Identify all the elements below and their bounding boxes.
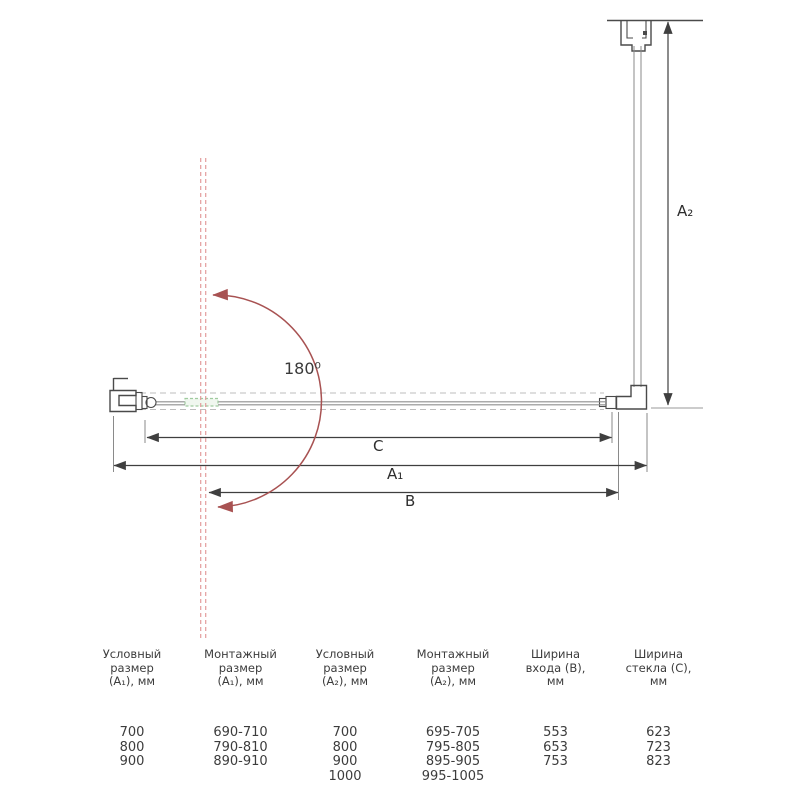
table-cell: 800 xyxy=(332,739,358,755)
table-cell: 895-905 xyxy=(425,754,481,769)
table-column-a2-nominal xyxy=(285,648,405,784)
column-values xyxy=(596,726,721,770)
table-cell: 1000 xyxy=(328,768,362,784)
table-cell: 890-910 xyxy=(213,754,268,769)
header-line: (A₂), мм xyxy=(321,674,369,688)
header-line: стекла (C), xyxy=(625,660,692,675)
column-header xyxy=(72,648,192,692)
table-cell: 653 xyxy=(543,739,568,755)
header-line: Ширина xyxy=(633,647,684,661)
table-cell: 623 xyxy=(646,725,671,740)
table-cell: 723 xyxy=(646,739,671,755)
table-cell: 823 xyxy=(646,754,671,769)
dim-a1-label: A₁ xyxy=(387,465,404,483)
table-cell: 553 xyxy=(543,725,568,740)
column-values xyxy=(285,726,405,784)
header-line: Ширина xyxy=(530,647,581,661)
column-values xyxy=(72,726,192,770)
header-line: Условный xyxy=(102,647,162,661)
header-line: (A₁), мм xyxy=(108,674,156,688)
header-line: размер xyxy=(431,660,475,675)
table-cell: 753 xyxy=(543,754,568,769)
table-cell: 790-810 xyxy=(213,739,268,755)
column-header xyxy=(596,648,721,692)
table-cell: 700 xyxy=(119,725,145,740)
header-line: Условный xyxy=(315,647,375,661)
header-line: размер xyxy=(218,660,263,675)
header-line: размер xyxy=(323,660,367,675)
header-line: (A₂), мм xyxy=(429,674,477,688)
header-line: Монтажный xyxy=(204,647,277,661)
dim-a2-label: A₂ xyxy=(677,202,694,220)
column-header xyxy=(285,648,405,692)
table-column-a1-nominal xyxy=(72,648,192,770)
dim-b-label: B xyxy=(405,492,416,510)
header-line: Монтажный xyxy=(416,647,490,661)
header-line: размер xyxy=(110,660,154,675)
angle-label: 180⁰ xyxy=(284,359,321,378)
table-cell: 800 xyxy=(119,739,145,755)
table-cell: 900 xyxy=(119,754,145,769)
header-line: мм xyxy=(546,674,565,688)
table-cell: 695-705 xyxy=(425,725,481,740)
dim-c-label: C xyxy=(373,437,384,455)
table-cell: 795-805 xyxy=(425,739,481,755)
table-column-glass-width xyxy=(596,648,721,770)
table-cell: 700 xyxy=(332,725,358,740)
table-cell: 900 xyxy=(332,754,358,769)
header-line: мм xyxy=(649,674,668,688)
table-cell: 995-1005 xyxy=(421,768,485,784)
header-line: входа (B), xyxy=(525,660,586,675)
header-line: (A₁), мм xyxy=(217,674,264,688)
table-cell: 690-710 xyxy=(213,725,268,740)
